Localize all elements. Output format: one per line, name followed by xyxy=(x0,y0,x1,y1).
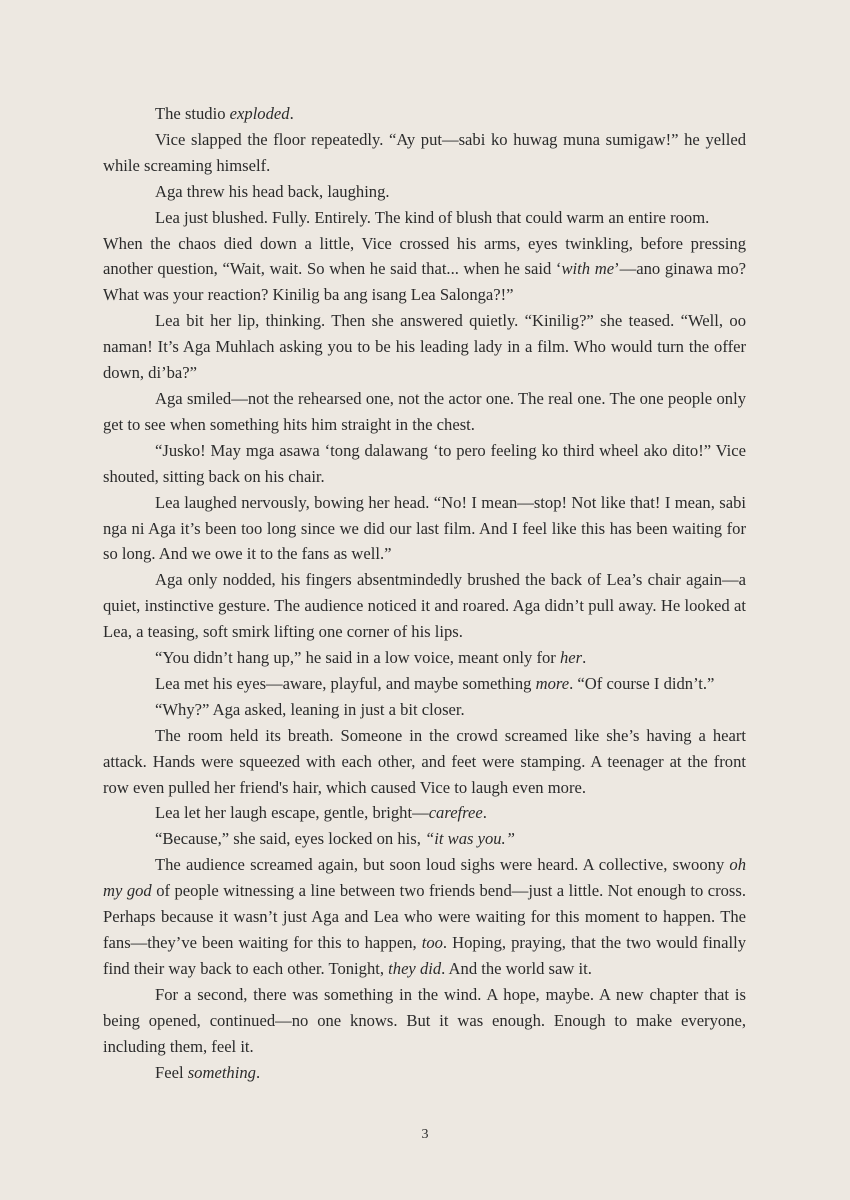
text-run: Lea met his eyes—aware, playful, and maybe something xyxy=(155,673,536,693)
paragraph xyxy=(103,101,746,127)
text-run: . And the world saw it. xyxy=(441,958,592,978)
paragraph xyxy=(103,567,746,645)
text-run: ’—ano ginawa mo? What was your reaction? Kinilig ba ang isang Lea Salonga?!” xyxy=(103,259,746,305)
text-run: Aga smiled—not the rehearsed one, not the actor one. The real one. The one people only get to see when something hits him straight in the chest. xyxy=(103,388,746,434)
italic-text-run: too xyxy=(421,933,443,952)
paragraph xyxy=(103,826,746,852)
italic-text-run: carefree xyxy=(428,803,483,823)
text-run: Lea just blushed. Fully. Entirely. The kind of blush that could warm an entire room. xyxy=(155,207,710,227)
text-run: “Jusko! May mga asawa ‘tong dalawang ‘to pero feeling ko third wheel ako dito!” Vice shouted, sitting back on his chair. xyxy=(103,440,746,486)
text-run: “Because,” she said, eyes locked on his, xyxy=(155,829,426,849)
text-run: . xyxy=(482,803,487,823)
text-run: Aga only nodded, his fingers absentmindedly brushed the back of Lea’s chair again—a quiet, instinctive gesture. The audience noticed it and roared. Aga didn’t pull away. He looked at Lea, a teasing, soft smirk lifting one corner of his lips. xyxy=(103,570,746,642)
text-run: . “Of course I didn’t.” xyxy=(569,673,715,693)
text-run: “You didn’t hang up,” he said in a low voice, meant only for xyxy=(155,648,560,668)
text-run: . xyxy=(582,648,587,668)
text-run: Feel xyxy=(155,1062,188,1082)
paragraph xyxy=(103,308,746,386)
italic-text-run: her xyxy=(559,648,583,668)
text-run: When the chaos died down a little, Vice crossed his arms, eyes twinkling, before pressing another question, “Wait, wait. So when he said that... when he said ‘ xyxy=(103,233,746,279)
text-run: Aga threw his head back, laughing. xyxy=(155,181,390,201)
text-run: The room held its breath. Someone in the crowd screamed like she’s having a heart attack. Hands were squeezed with each other, and feet were stamping. A teenager at the front row even pulled her friend's hair, which caused Vice to laugh even more. xyxy=(103,725,746,797)
italic-text-run: they did xyxy=(388,958,442,978)
italic-text-run: more xyxy=(535,673,570,693)
paragraph xyxy=(103,231,746,309)
paragraph xyxy=(103,800,746,826)
text-run: . xyxy=(255,1062,261,1082)
text-run: “Why?” Aga asked, leaning in just a bit closer. xyxy=(155,699,465,719)
paragraph xyxy=(103,671,746,697)
text-run: Lea bit her lip, thinking. Then she answered quietly. “Kinilig?” she teased. “Well, oo naman! It’s Aga Muhlach asking you to be his leading lady in a film. Who would turn the offer down, di’ba?” xyxy=(103,311,746,383)
text-run: Lea let her laugh escape, gentle, bright— xyxy=(155,803,429,823)
paragraph xyxy=(103,179,746,205)
italic-text-run: exploded xyxy=(229,104,290,123)
text-run: For a second, there was something in the wind. A hope, maybe. A new chapter that is being opened, continued—no one knows. But it was enough. Enough to make everyone, including them, feel it. xyxy=(103,984,746,1056)
text-run: of people witnessing a line between two friends bend—just a little. Not enough to cross. Perhaps because it wasn’t just Aga and Lea who were waiting for this moment to happen. The fans—they’ve been waiting for this to happen, xyxy=(103,881,747,952)
paragraph xyxy=(103,386,746,438)
paragraph xyxy=(103,982,746,1060)
page-body-text xyxy=(103,101,746,1085)
italic-text-run: something xyxy=(187,1062,256,1082)
page-number: 3 xyxy=(421,1127,429,1142)
paragraph xyxy=(103,697,746,723)
paragraph xyxy=(103,1060,746,1086)
paragraph xyxy=(103,645,746,671)
text-run: The audience screamed again, but soon loud sighs were heard. A collective, swoony xyxy=(155,855,730,875)
italic-text-run: with me xyxy=(561,259,615,279)
paragraph xyxy=(103,205,746,231)
text-run: Lea laughed nervously, bowing her head. “No! I mean—stop! Not like that! I mean, sabi nga ni Aga it’s been too long since we did our last film. And I feel like this has been waiting for so long. And we owe it to the fans as well.” xyxy=(103,492,746,564)
paragraph xyxy=(103,127,746,179)
paragraph xyxy=(103,490,746,568)
text-run: Vice slapped the floor repeatedly. “Ay put—sabi ko huwag muna sumigaw!” he yelled while screaming himself. xyxy=(103,129,746,175)
text-run: The studio xyxy=(155,104,230,123)
text-run: . Hoping, praying, that the two would finally find their way back to each other. Tonight, xyxy=(103,933,746,978)
italic-text-run: “it was you.” xyxy=(425,829,515,849)
text-run: . xyxy=(289,104,294,123)
paragraph xyxy=(103,852,746,982)
paragraph xyxy=(103,723,746,801)
paragraph xyxy=(103,438,746,490)
italic-text-run: oh my god xyxy=(103,855,746,901)
